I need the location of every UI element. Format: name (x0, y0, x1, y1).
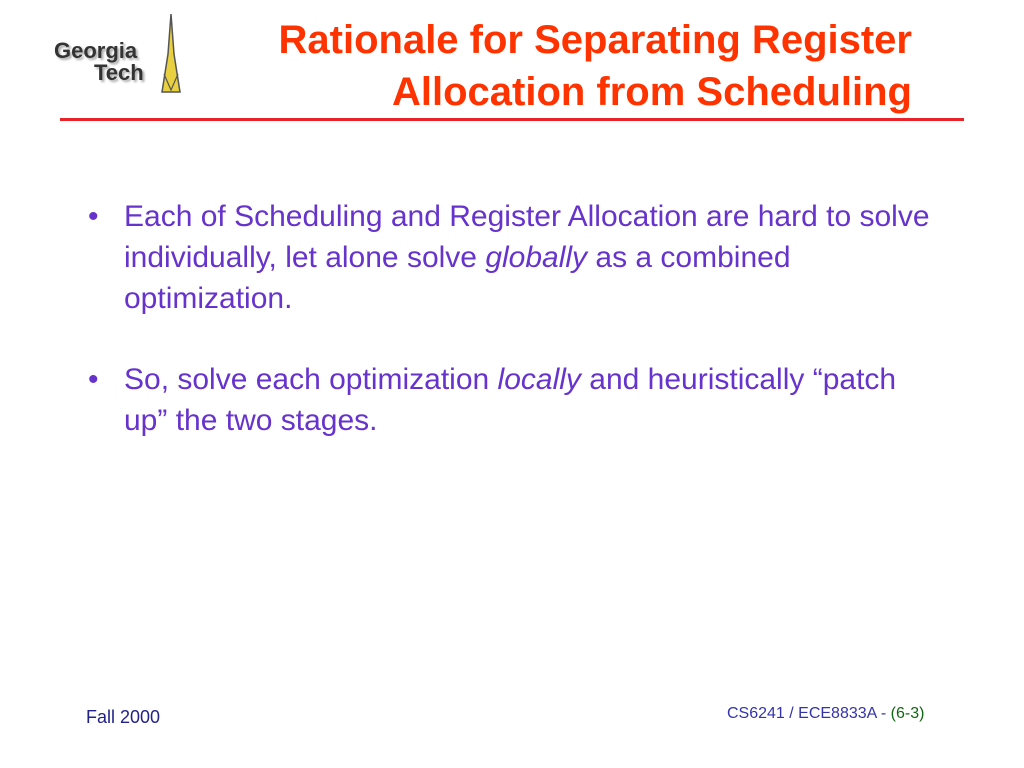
bullet-text: and heuristically “patch up” the two stages. (124, 363, 897, 437)
bullet-emphasis: locally (497, 363, 581, 396)
bullet-text: So, solve each optimization (124, 363, 498, 396)
logo-text-georgia: Georgia (54, 38, 138, 63)
footer-course (727, 705, 924, 723)
course-code: CS6241 / ECE8833A - (727, 705, 891, 722)
logo-text-tech: Tech (94, 60, 144, 85)
bullet-item (88, 196, 938, 319)
bullet-icon: • (88, 363, 99, 396)
slide-title (279, 14, 912, 118)
title-line-2: Allocation from Scheduling (391, 70, 912, 114)
tech-tower-icon (160, 14, 182, 96)
bullet-icon: • (88, 200, 99, 233)
bullet-emphasis: globally (485, 241, 588, 274)
title-divider (60, 118, 964, 121)
georgia-tech-logo (48, 16, 183, 96)
bullet-item (88, 359, 938, 441)
bullet-text: Each of Scheduling and Register Allocation are hard to solve individually, let alone solve (124, 200, 930, 274)
bullet-text: as a combined optimization. (124, 241, 791, 315)
slide-body (88, 196, 938, 481)
footer-date: Fall 2000 (86, 707, 161, 727)
title-line-1: Rationale for Separating Register (278, 18, 912, 62)
page-number: (6-3) (890, 705, 925, 722)
